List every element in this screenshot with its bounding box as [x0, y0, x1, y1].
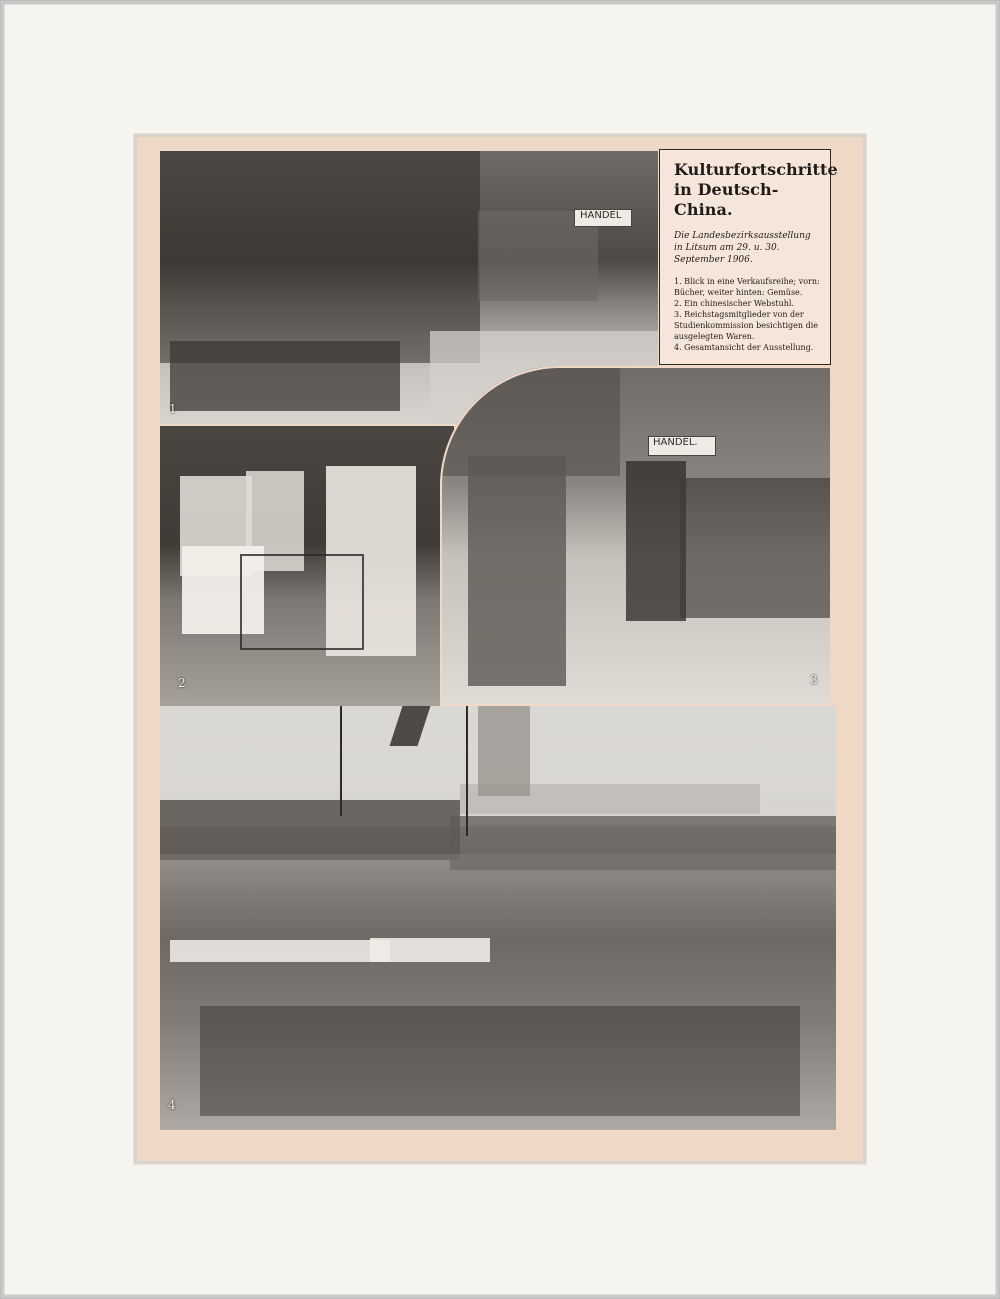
caption-title-line-1: Kulturfortschritte: [674, 160, 838, 179]
caption-box: [659, 149, 838, 365]
photo-2-number: 2: [178, 676, 186, 690]
photo-4-number: 4: [168, 1098, 176, 1112]
handel-sign-text-1: HANDEL: [580, 210, 622, 221]
handel-sign-text-3: HANDEL.: [653, 437, 698, 448]
photo-1-number: 1: [169, 402, 177, 416]
caption-item: 4. Gesamtansicht der Ausstellung.: [674, 343, 814, 352]
caption-subtitle: Die Landesbezirksausstellung in Litsum am 29. u. 30. September 1906.: [674, 231, 811, 265]
caption-title-line-2: in Deutsch-China.: [674, 180, 779, 219]
photo-3-delegation: [440, 366, 832, 706]
photo-4-overview: [160, 706, 836, 1130]
caption-item: 2. Ein chinesischer Webstuhl.: [674, 299, 795, 308]
caption-list: [674, 276, 820, 353]
caption-item: 3. Reichstagsmitglieder von der Studienkommission besichtigen die ausgelegten Waren.: [674, 310, 818, 341]
photo-2-loom: [160, 426, 454, 706]
caption-item: 1. Blick in eine Verkaufsreihe; vorn: Bücher, weiter hinten: Gemüse.: [674, 277, 820, 297]
photo-3-number: 3: [810, 673, 818, 687]
